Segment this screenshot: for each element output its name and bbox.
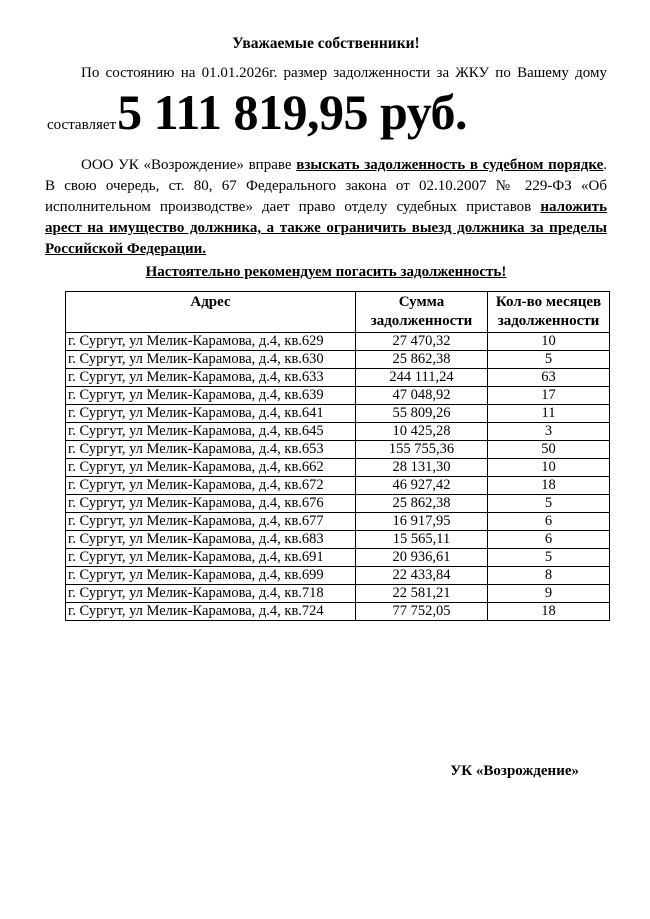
intro-paragraph: По состоянию на 01.01.2026г. размер задолженности за ЖКУ по Вашему дому xyxy=(81,65,607,81)
amount-cell: 25 862,38 xyxy=(356,351,488,369)
amount-cell: 15 565,11 xyxy=(356,531,488,549)
amount-cell: 27 470,32 xyxy=(356,333,488,351)
table-row xyxy=(66,513,610,531)
amount-cell: 77 752,05 xyxy=(356,603,488,621)
amount-cell: 22 433,84 xyxy=(356,567,488,585)
address-cell: г. Сургут, ул Мелик-Карамова, д.4, кв.645 xyxy=(66,423,356,441)
months-cell: 9 xyxy=(488,585,610,603)
table-row xyxy=(66,567,610,585)
table-row xyxy=(66,423,610,441)
months-cell: 5 xyxy=(488,549,610,567)
amount-cell: 20 936,61 xyxy=(356,549,488,567)
table-row xyxy=(66,351,610,369)
table-row xyxy=(66,405,610,423)
table-row xyxy=(66,387,610,405)
months-cell: 6 xyxy=(488,531,610,549)
address-cell: г. Сургут, ул Мелик-Карамова, д.4, кв.653 xyxy=(66,441,356,459)
debt-table-body xyxy=(66,333,610,621)
amount-cell: 155 755,36 xyxy=(356,441,488,459)
months-cell: 10 xyxy=(488,459,610,477)
address-cell: г. Сургут, ул Мелик-Карамова, д.4, кв.699 xyxy=(66,567,356,585)
recommendation-text: Настоятельно рекомендуем погасить задолженность! xyxy=(145,264,507,280)
months-cell: 11 xyxy=(488,405,610,423)
legal-text-segment: ООО УК «Возрождение» вправе xyxy=(81,157,297,173)
address-cell: г. Сургут, ул Мелик-Карамова, д.4, кв.718 xyxy=(66,585,356,603)
legal-bold-arrest-phrase: наложить арест на имущество должника, а также ограничить выезд должника за пределы Российской Федерации. xyxy=(45,199,607,257)
address-cell: г. Сургут, ул Мелик-Карамова, д.4, кв.676 xyxy=(66,495,356,513)
months-cell: 3 xyxy=(488,423,610,441)
months-cell: 50 xyxy=(488,441,610,459)
address-cell: г. Сургут, ул Мелик-Карамова, д.4, кв.641 xyxy=(66,405,356,423)
address-cell: г. Сургут, ул Мелик-Карамова, д.4, кв.677 xyxy=(66,513,356,531)
address-cell: г. Сургут, ул Мелик-Карамова, д.4, кв.724 xyxy=(66,603,356,621)
months-cell: 63 xyxy=(488,369,610,387)
table-row xyxy=(66,459,610,477)
table-row xyxy=(66,603,610,621)
table-row xyxy=(66,531,610,549)
amount-cell: 16 917,95 xyxy=(356,513,488,531)
legal-paragraph xyxy=(45,155,607,260)
address-cell: г. Сургут, ул Мелик-Карамова, д.4, кв.662 xyxy=(66,459,356,477)
address-cell: г. Сургут, ул Мелик-Карамова, д.4, кв.629 xyxy=(66,333,356,351)
address-cell: г. Сургут, ул Мелик-Карамова, д.4, кв.633 xyxy=(66,369,356,387)
amount-cell: 47 048,92 xyxy=(356,387,488,405)
recommendation-line xyxy=(45,262,607,283)
debt-table xyxy=(65,291,610,621)
amount-cell: 46 927,42 xyxy=(356,477,488,495)
address-cell: г. Сургут, ул Мелик-Карамова, д.4, кв.691 xyxy=(66,549,356,567)
amount-cell: 22 581,21 xyxy=(356,585,488,603)
table-row xyxy=(66,441,610,459)
months-cell: 5 xyxy=(488,495,610,513)
address-cell: г. Сургут, ул Мелик-Карамова, д.4, кв.630 xyxy=(66,351,356,369)
months-cell: 8 xyxy=(488,567,610,585)
amount-line xyxy=(47,84,607,153)
legal-bold-claim-phrase: взыскать задолженность в судебном порядке xyxy=(296,157,604,173)
header-months: Кол-во месяцев задолженности xyxy=(488,292,610,333)
signature: УК «Возрождение» xyxy=(450,763,579,779)
table-header-row xyxy=(66,292,610,333)
address-cell: г. Сургут, ул Мелик-Карамова, д.4, кв.672 xyxy=(66,477,356,495)
table-row xyxy=(66,585,610,603)
table-row xyxy=(66,495,610,513)
amount-cell: 10 425,28 xyxy=(356,423,488,441)
months-cell: 5 xyxy=(488,351,610,369)
months-cell: 18 xyxy=(488,477,610,495)
table-row xyxy=(66,369,610,387)
table-row xyxy=(66,549,610,567)
header-amount: Сумма задолженности xyxy=(356,292,488,333)
amount-cell: 55 809,26 xyxy=(356,405,488,423)
months-cell: 6 xyxy=(488,513,610,531)
debt-total-amount: 5 111 819,95 руб. xyxy=(117,84,468,140)
months-cell: 17 xyxy=(488,387,610,405)
amount-cell: 244 111,24 xyxy=(356,369,488,387)
header-address: Адрес xyxy=(66,292,356,333)
amount-prefix-label: составляет xyxy=(47,117,117,133)
months-cell: 10 xyxy=(488,333,610,351)
amount-cell: 28 131,30 xyxy=(356,459,488,477)
page-title: Уважаемые собственники! xyxy=(232,35,420,52)
table-row xyxy=(66,333,610,351)
months-cell: 18 xyxy=(488,603,610,621)
amount-cell: 25 862,38 xyxy=(356,495,488,513)
table-row xyxy=(66,477,610,495)
legal-text-segment: . В свою очередь, ст. 80, 67 Федерального закона от 02.10.2007 № 229-ФЗ «Об исполнительном производстве» дает право отделу судебных приставов xyxy=(45,157,607,215)
address-cell: г. Сургут, ул Мелик-Карамова, д.4, кв.639 xyxy=(66,387,356,405)
address-cell: г. Сургут, ул Мелик-Карамова, д.4, кв.683 xyxy=(66,531,356,549)
